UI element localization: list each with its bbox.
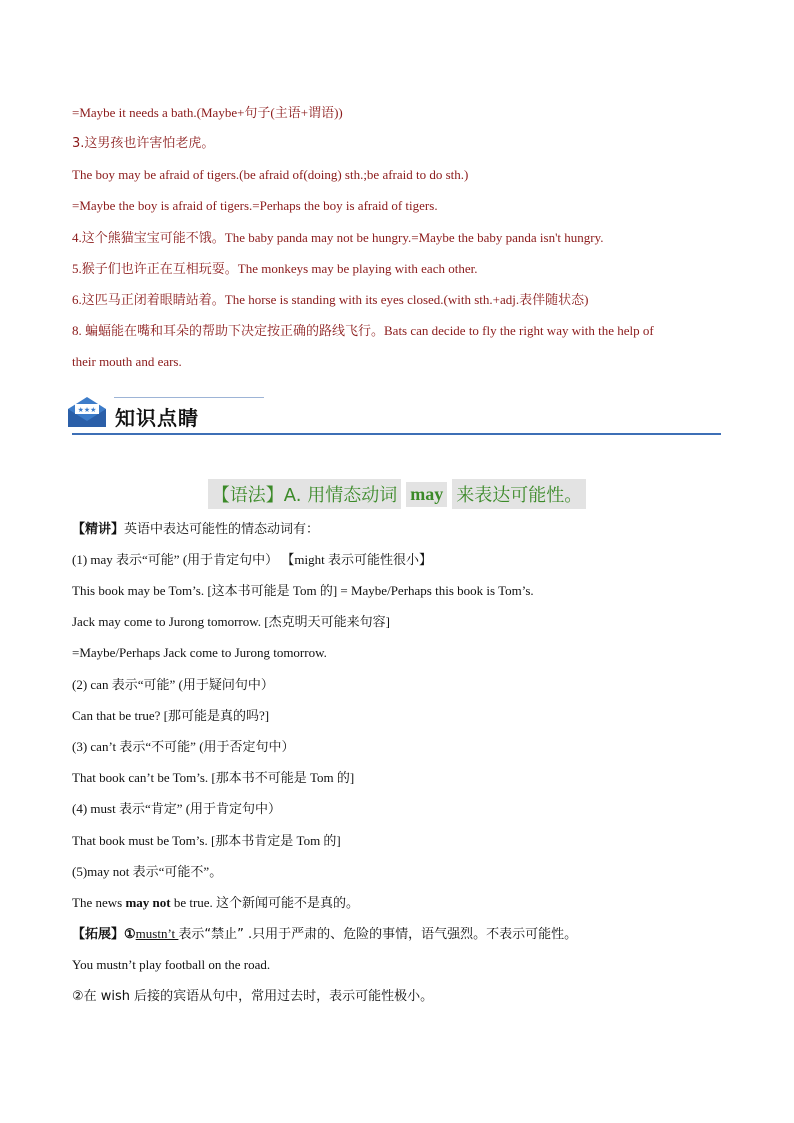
envelope-icon [66, 395, 108, 429]
section-title: 知识点睛 [115, 406, 199, 430]
text-line: (3) can’t 表示“不可能” (用于否定句中） [72, 739, 295, 754]
text-line: their mouth and ears. [72, 354, 182, 369]
text-line: You mustn’t play football on the road. [72, 957, 271, 972]
text-line: ②在 wish 后接的宾语从句中，常用过去时，表示可能性极小。 [72, 989, 434, 1004]
grammar-heading-part3: 来表达可能性。 [452, 479, 586, 509]
item-number: ① [124, 926, 136, 941]
grammar-heading-keyword: may [406, 482, 447, 507]
text-line: =Maybe it needs a bath.(Maybe+句子(主语+谓语)) [72, 105, 343, 120]
text-line: 8. 蝙蝠能在嘴和耳朵的帮助下决定按正确的路线飞行。Bats can decide to fly the right way with the help of [72, 323, 654, 338]
emphasis-text: may not [125, 895, 171, 910]
text-line: Can that be true? [那可能是真的吗?] [72, 708, 270, 723]
explanation-line [72, 521, 319, 538]
text-line: =Maybe the boy is afraid of tigers.=Perhaps the boy is afraid of tigers. [72, 198, 438, 213]
tuozhan-tag: 【拓展】 [72, 927, 125, 942]
text-line: That book can’t be Tom’s. [那本书不可能是 Tom 的] [72, 770, 355, 785]
grammar-heading [0, 479, 794, 509]
text-line: (1) may 表示“可能” (用于肯定句中） 【might 表示可能性很小】 [72, 552, 432, 567]
expansion-line [72, 926, 577, 943]
text-segment: The news [72, 895, 126, 910]
text-line: 4.这个熊猫宝宝可能不饿。The baby panda may not be hungry.=Maybe the baby panda isn't hungry. [72, 230, 604, 245]
text-line: Jack may come to Jurong tomorrow. [杰克明天可能来句容] [72, 614, 390, 629]
text-line: (4) must 表示“肯定” (用于肯定句中） [72, 801, 282, 816]
section-header [66, 390, 721, 440]
underlined-word: mustn’t [135, 926, 179, 941]
svg-text:★★★: ★★★ [77, 406, 97, 414]
grammar-heading-part1: 【语法】A. 用情态动词 [208, 479, 401, 509]
header-top-line [114, 397, 264, 398]
text-segment: be true. 这个新闻可能不是真的。 [170, 895, 360, 910]
text-line: That book must be Tom’s. [那本书肯定是 Tom 的] [72, 833, 341, 848]
text-line: =Maybe/Perhaps Jack come to Jurong tomorrow. [72, 645, 327, 660]
expansion-text: 表示“禁止” .只用于严肃的、危险的事情，语气强烈。不表示可能性。 [178, 927, 578, 942]
text-line: This book may be Tom’s. [这本书可能是 Tom 的] = Maybe/Perhaps this book is Tom’s. [72, 583, 534, 598]
text-line: 6.这匹马正闭着眼睛站着。The horse is standing with its eyes closed.(with sth.+adj.表伴随状态) [72, 292, 589, 307]
text-line: 3.这男孩也许害怕老虎。 [72, 136, 215, 151]
text-line: (5)may not 表示“可能不”。 [72, 864, 223, 879]
header-rule [72, 433, 721, 435]
text-line: (2) can 表示“可能” (用于疑问句中） [72, 677, 274, 692]
jingjiang-tag: 【精讲】 [72, 522, 125, 537]
text-line: 5.猴子们也许正在互相玩耍。The monkeys may be playing with each other. [72, 261, 478, 276]
explanation-text: 英语中表达可能性的情态动词有： [124, 522, 320, 537]
text-line: The boy may be afraid of tigers.(be afraid of(doing) sth.;be afraid to do sth.) [72, 167, 469, 182]
text-line [72, 895, 359, 911]
